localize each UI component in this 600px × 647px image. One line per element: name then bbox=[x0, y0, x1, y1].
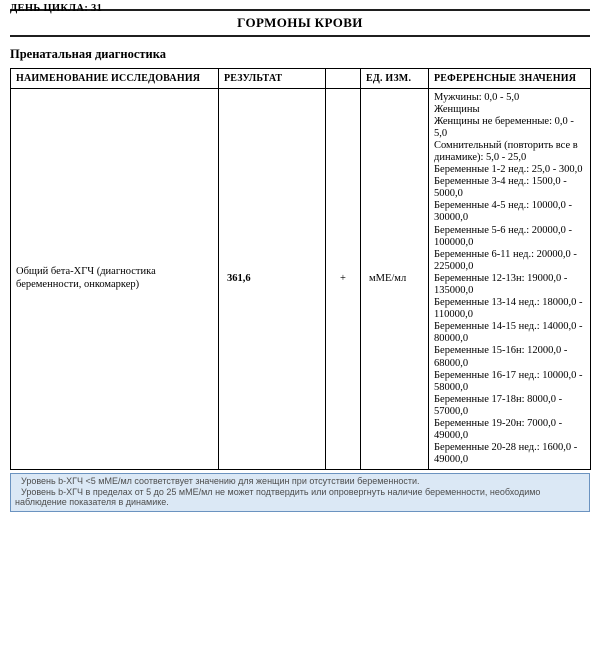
reference-value-line: Беременные 15-16н: 12000,0 - 68000,0 bbox=[434, 345, 568, 369]
header-reference: РЕФЕРЕНСНЫЕ ЗНАЧЕНИЯ bbox=[429, 68, 591, 88]
header-test-name: НАИМЕНОВАНИЕ ИССЛЕДОВАНИЯ bbox=[11, 68, 219, 88]
document-page bbox=[0, 3, 600, 647]
reference-value-line: Беременные 16-17 нед.: 10000,0 - 58000,0 bbox=[434, 369, 583, 393]
reference-value-line: Беременные 3-4 нед.: 1500,0 - 5000,0 bbox=[434, 176, 567, 200]
reference-value-line: Мужчины: 0,0 - 5,0 bbox=[434, 91, 520, 103]
table-row bbox=[11, 88, 591, 470]
test-name: Общий бета-ХГЧ (диагностика беременности, онкомаркер) bbox=[11, 88, 219, 470]
reference-values-list bbox=[429, 88, 591, 470]
reference-value-line: Беременные 6-11 нед.: 20000,0 - 225000,0 bbox=[434, 248, 577, 272]
footer-note-line: Уровень b-ХГЧ <5 мМЕ/мл соответствует значению для женщин при отсутствии беременности. bbox=[21, 476, 420, 487]
test-result-value: 361,6 bbox=[219, 88, 326, 470]
reference-value-line: Беременные 17-18н: 8000,0 - 57000,0 bbox=[434, 393, 563, 417]
reference-value-line: Женщины не беременные: 0,0 - 5,0 bbox=[434, 115, 574, 139]
reference-value-line: Беременные 13-14 нед.: 18000,0 - 110000,0 bbox=[434, 297, 583, 321]
test-unit: мМЕ/мл bbox=[361, 88, 429, 470]
reference-value-line: Беременные 1-2 нед.: 25,0 - 300,0 bbox=[434, 164, 583, 176]
reference-value-line: Беременные 19-20н: 7000,0 - 49000,0 bbox=[434, 418, 563, 442]
reference-value-line: Беременные 5-6 нед.: 20000,0 - 100000,0 bbox=[434, 224, 573, 248]
table-header-row bbox=[11, 68, 591, 88]
reference-value-line: Женщины bbox=[434, 103, 480, 115]
title-divider bbox=[10, 35, 590, 37]
footer-note-box bbox=[10, 473, 590, 512]
reference-value-line: Беременные 12-13н: 19000,0 - 135000,0 bbox=[434, 272, 568, 296]
section-title: Пренатальная диагностика bbox=[10, 46, 167, 61]
footer-note-line: Уровень b-ХГЧ в пределах от 5 до 25 мМЕ/мл не может подтвердить или опровергнуть наличие беременности, необходимо наблюдение показателя в динамике. bbox=[15, 486, 541, 508]
result-flag: + bbox=[326, 88, 361, 470]
results-table bbox=[10, 68, 591, 471]
document-content bbox=[10, 9, 590, 512]
cycle-day-label: ДЕНЬ ЦИКЛА: 31 bbox=[10, 3, 103, 14]
reference-value-line: Сомнительный (повторить все в динамике): 5,0 - 25,0 bbox=[434, 139, 578, 163]
document-title: ГОРМОНЫ КРОВИ bbox=[237, 15, 363, 30]
reference-value-line: Беременные 14-15 нед.: 14000,0 - 80000,0 bbox=[434, 321, 583, 345]
header-unit: ЕД. ИЗМ. bbox=[361, 68, 429, 88]
reference-value-line: Беременные 4-5 нед.: 10000,0 - 30000,0 bbox=[434, 200, 573, 224]
reference-value-line: Беременные 20-28 нед.: 1600,0 - 49000,0 bbox=[434, 442, 578, 466]
header-result: РЕЗУЛЬТАТ bbox=[219, 68, 326, 88]
header-flag bbox=[326, 68, 361, 88]
